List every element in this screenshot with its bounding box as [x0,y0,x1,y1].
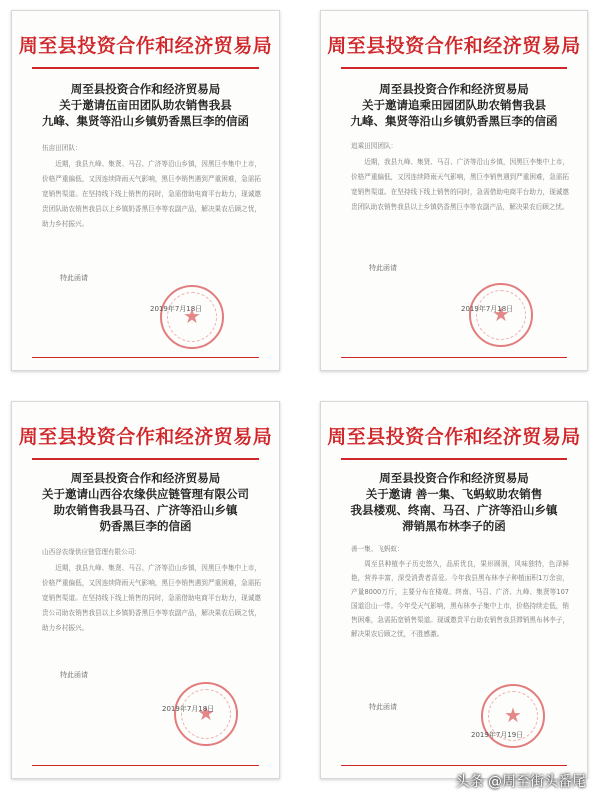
letter-title-line: 周至县投资合作和经济贸易局 [379,82,529,96]
letter-date: 2019年7月18日 [162,705,215,713]
letter-title-line: 关于邀请山西谷农缘供应链管理有限公司 [42,487,249,501]
letter-paragraph: 近期，我县九峰、集贤、马召、广济等沿山乡镇，因黑巨李集中上市，价格严重偏低，又因连续降雨天气影响，黑巨李销售遇到严重困难，急需拓宽销售渠道。在坚持线下线上销售的同时，急需借助电商平台助力，现诚邀贵团队助农销售我县以上乡镇奶香黑巨李等农副产品，解决果农后顾之忧，助力乡村振兴。 [42,160,261,228]
letter-salutation: 追乘田园团队： [351,142,398,150]
letter-closing: 特此函请 [369,703,397,711]
letter-closing: 特此函请 [60,671,88,679]
letter-date: 2019年7月19日 [471,731,524,739]
letter-salutation: 伍亩田团队： [42,144,82,152]
letter-salutation: 山西谷农缘供应链管理有限公司： [42,548,141,556]
letter-title [12,81,279,129]
letter-body [351,542,569,641]
official-seal-icon [174,682,238,746]
footer-rule [32,765,259,767]
letter-body [351,139,569,215]
letterhead-title: 周至县投资合作和经济贸易局 [327,426,581,448]
letterhead-title: 周至县投资合作和经济贸易局 [18,426,273,448]
letter-title-line: 关于邀请伍亩田团队助农销售我县 [59,98,232,112]
letter-title-line: 滞销黑布林李子的函 [402,519,506,533]
toutiao-watermark: 头条 @周至街头番尾 [455,774,586,790]
letter-title-line: 奶香黑巨李的信函 [99,519,192,533]
letter-salutation: 善一集、飞蚂蚁： [351,545,404,553]
footer-rule [341,765,567,767]
letter-closing: 特此函请 [369,264,397,272]
letter-closing: 特此函请 [60,274,88,282]
letter-title [12,470,279,534]
letter-body [42,141,261,232]
letter-title [321,81,587,129]
letter-zhuichengtianyuan [320,10,588,371]
letter-paragraph: 周至县种植李子历史悠久，品质优良，果形圆润，风味独特，色泽鲜艳，营养丰富，深受消费者喜爱。今年我县黑布林李子种植面积1万余亩，产量8000万斤，主要分布在楼观、终南、马召、广济、九峰、集贤等107国道沿山一带。今年受天气影响，黑布林李子集中上市，价格持续走低，销售困难，急需拓宽销售渠道。现诚邀贵平台助农销售我县滞销黑布林李子，解决果农后顾之忧，不胜感激。 [351,560,569,638]
footer-rule [32,357,259,359]
letter-wuyutian [11,10,280,371]
official-seal-icon [160,285,224,349]
footer-rule [341,357,567,359]
letter-shanxi-gunongyuan [11,401,280,779]
letter-title-line: 我县楼观、终南、马召、广济等沿山乡镇 [350,503,558,517]
letter-paragraph: 近期，我县九峰、集贤、马召、广济等沿山乡镇，因黑巨李集中上市，价格严重偏低，又因连续降雨天气影响，黑巨李销售遇到严重困难，急需拓宽销售渠道。在坚持线下线上销售的同时，急需借助电商平台助力，现诚邀贵团队助农销售我县以上乡镇奶香黑巨李等农副产品，解决果农后顾之忧。 [351,158,569,211]
letter-title-line: 助农销售我县马召、广济等沿山乡镇 [53,503,238,517]
letterhead-rule [32,67,259,69]
letter-title-line: 九峰、集贤等沿山乡镇奶香黑巨李的信函 [350,114,558,128]
letterhead-rule [341,67,567,69]
letter-title [321,470,587,534]
letter-date: 2019年7月18日 [461,305,514,313]
letterhead-rule [32,458,259,460]
letter-date: 2019年7月18日 [150,305,203,313]
letter-paragraph: 近期，我县九峰、集贤、马召、广济等沿山乡镇，因黑巨李集中上市，价格严重偏低，又因连续降雨天气影响，黑巨李销售遇到严重困难，急需拓宽销售渠道。在坚持线下线上销售的同时，急需借助电商平台助力，现诚邀贵公司助农销售我县以上乡镇奶香黑巨李等农副产品，解决果农后顾之忧，助力乡村振兴。 [42,564,261,632]
letter-title-line: 九峰、集贤等沿山乡镇奶香黑巨李的信函 [42,114,249,128]
letter-body [42,545,261,636]
letterhead-rule [341,458,567,460]
letter-title-line: 关于邀请追乘田园团队助农销售我县 [362,98,546,112]
letter-title-line: 周至县投资合作和经济贸易局 [70,82,221,96]
official-seal-icon [469,283,533,347]
letterhead-title: 周至县投资合作和经济贸易局 [327,35,581,57]
letter-title-line: 周至县投资合作和经济贸易局 [379,471,529,485]
letter-title-line: 周至县投资合作和经济贸易局 [70,471,221,485]
letter-title-line: 关于邀请 善一集、飞蚂蚁助农销售 [365,487,543,501]
letter-shanyiji-feimayi [320,401,588,779]
letterhead-title: 周至县投资合作和经济贸易局 [18,35,273,57]
